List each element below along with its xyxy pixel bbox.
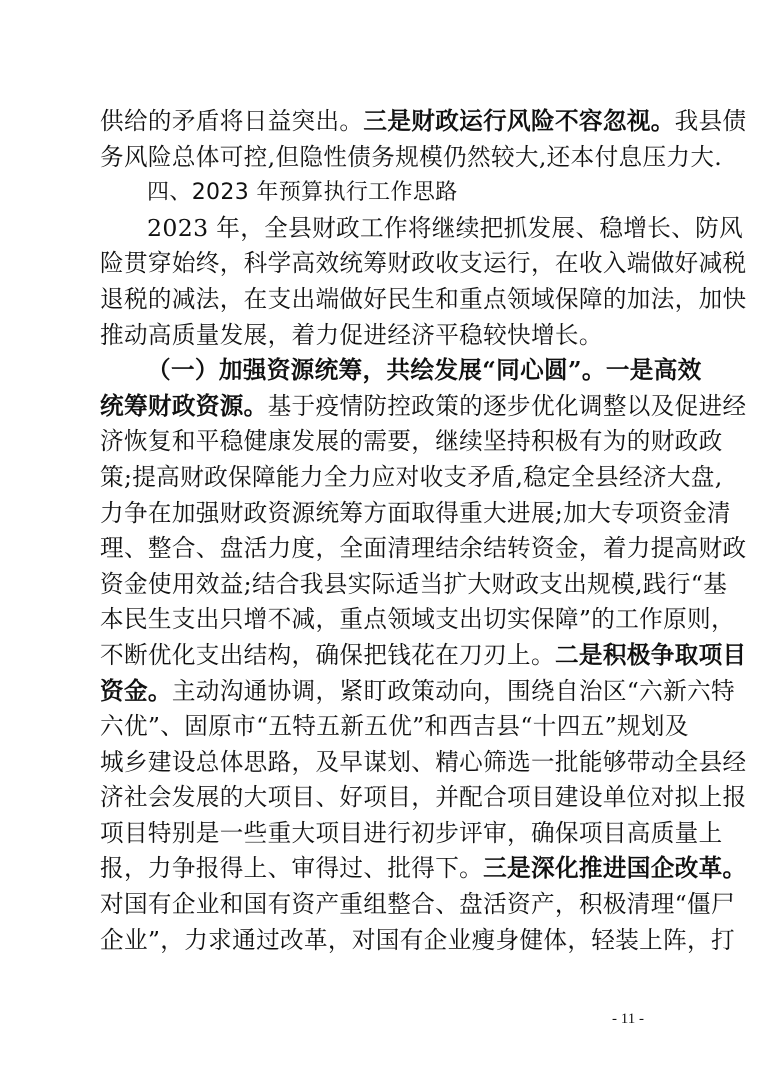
paragraph-line [100,674,735,710]
section-heading: 四、2023 年预算执行工作思路 [147,180,458,206]
paragraph-line: 力争在加强财政资源统筹方面取得重大进展;加大专项资金清 [100,498,731,527]
paragraph-line: 理、整合、盘活力度，全面清理结余结转资金，着力提高财政 [100,534,747,563]
subsection-heading-line: （一）加强资源统筹，共绘发展“同心圆”。一是高效 [147,356,702,385]
paragraph-line: 项目特别是一些重大项目进行初步评审，确保项目高质量上 [100,818,723,847]
text-run: 报，力争报得上、审得过、批得下。 [100,854,484,883]
paragraph-line: 险贯穿始终，科学高效统筹财政收支运行，在收入端做好减税 [100,249,747,278]
text-run: 不断优化支出结构，确保把钱花在刀刃上。 [100,640,555,669]
paragraph-line: 济恢复和平稳健康发展的需要，继续坚持积极有为的财政政 [100,427,723,456]
bold-text-run: 资金。 [100,676,172,705]
paragraph-line: 城乡建设总体思路，及早谋划、精心筛选一批能够带动全县经 [100,747,747,776]
bold-text-run: 二是积极争取项目 [554,640,747,669]
paragraph-line: 推动高质量发展，着力促进经济平稳较快增长。 [100,320,603,349]
text-run: 供给的矛盾将日益突出。 [100,107,364,135]
paragraph-line: 对国有企业和国有资产重组整合、盘活资产，积极清理“僵尸 [100,890,735,919]
paragraph-line: 策;提高财政保障能力全力应对收支矛盾,稳定全县经济大盘, [100,462,723,491]
paragraph-line: 本民生支出只增不减，重点领域支出切实保障”的工作原则， [100,605,735,634]
paragraph-line: 务风险总体可控,但隐性债务规模仍然较大,还本付息压力大. [100,142,723,171]
text-run: 基于疫情防控政策的逐步优化调整以及促进经 [267,391,747,420]
page-number: - 11 - [612,1011,644,1027]
paragraph-line: 2023 年，全县财政工作将继续把抓发展、稳增长、防风 [147,213,744,242]
text-run: 主动沟通协调，紧盯政策动向，围绕自治区“六新六特 [171,676,735,705]
paragraph-line: 企业”，力求通过改革，对国有企业瘦身健体，轻装上阵，打 [100,925,735,954]
paragraph-line: 退税的减法，在支出端做好民生和重点领域保障的加法，加快 [100,284,747,313]
paragraph-line: 济社会发展的大项目、好项目，并配合项目建设单位对拟上报 [100,783,747,812]
document-body [100,104,747,958]
paragraph-line [100,638,747,674]
paragraph-line: 资金使用效益;结合我县实际适当扩大财政支出规模,践行“基 [100,569,728,598]
paragraph-line [100,389,747,425]
paragraph-line [100,104,747,140]
bold-text-run: 统筹财政资源。 [100,391,268,420]
text-run: 我县债 [674,107,747,135]
paragraph-line [100,851,747,887]
bold-text-run: 三是深化推进国企改革。 [483,854,747,883]
bold-text-run: 三是财政运行风险不容忽视。 [363,107,675,135]
paragraph-line: 六优”、固原市“五特五新五优”和西吉县“十四五”规划及 [100,712,689,741]
